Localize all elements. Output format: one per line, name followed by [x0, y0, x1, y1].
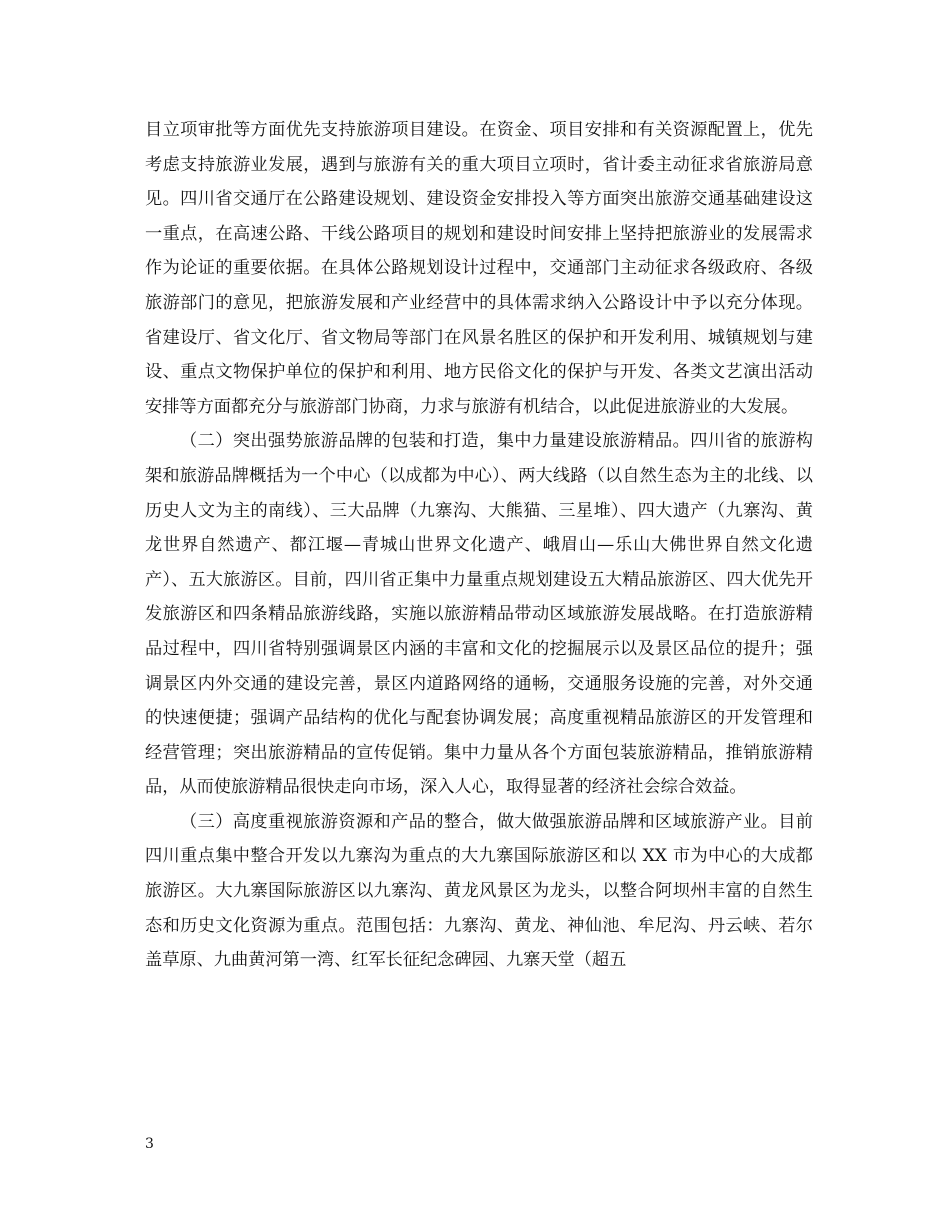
paragraph-1: 目立项审批等方面优先支持旅游项目建设。在资金、项目安排和有关资源配置上，优先考虑支持旅游业发展，遇到与旅游有关的重大项目立项时，省计委主动征求省旅游局意见。四川省交通厅在公路建设规划、建设资金安排投入等方面突出旅游交通基础建设这一重点，在高速公路、干线公路项目的规划和建设时间安排上坚持把旅游业的发展需求作为论证的重要依据。在具体公路规划设计过程中，交通部门主动征求各级政府、各级旅游部门的意见，把旅游发展和产业经营中的具体需求纳入公路设计中予以充分体现。省建设厅、省文化厅、省文物局等部门在风景名胜区的保护和开发利用、城镇规划与建设、重点文物保护单位的保护和利用、地方民俗文化的保护与开发、各类文艺演出活动安排等方面都充分与旅游部门协商，力求与旅游有机结合，以此促进旅游业的大发展。: [145, 120, 813, 417]
page-number: 3: [145, 1136, 154, 1152]
paragraph-2: （二）突出强势旅游品牌的包装和打造，集中力量建设旅游精品。四川省的旅游构架和旅游品牌概括为一个中心（以成都为中心）、两大线路（以自然生态为主的北线、以历史人文为主的南线）、三大品牌（九寨沟、大熊猫、三星堆）、四大遗产（九寨沟、黄龙世界自然遗产、都江堰—青城山世界文化遗产、峨眉山—乐山大佛世界自然文化遗产）、五大旅游区。目前，四川省正集中力量重点规划建设五大精品旅游区、四大优先开发旅游区和四条精品旅游线路，实施以旅游精品带动区域旅游发展战略。在打造旅游精品过程中，四川省特别强调景区内涵的丰富和文化的挖掘展示以及景区品位的提升；强调景区内外交通的建设完善，景区内道路网络的通畅，交通服务设施的完善，对外交通的快速便捷；强调产品结构的优化与配套协调发展；高度重视精品旅游区的开发管理和经营管理；突出旅游精品的宣传促销。集中力量从各个方面包装旅游精品，推销旅游精品，从而使旅游精品很快走向市场，深入人心，取得显著的经济社会综合效益。: [145, 431, 813, 798]
paragraph-3: （三）高度重视旅游资源和产品的整合，做大做强旅游品牌和区域旅游产业。目前四川重点集中整合开发以九寨沟为重点的大九寨国际旅游区和以 XX 市为中心的大成都旅游区。大九寨国际旅游区以九寨沟、黄龙风景区为龙头，以整合阿坝州丰富的自然生态和历史文化资源为重点。范围包括：九寨沟、黄龙、神仙池、牟尼沟、丹云峡、若尔盖草原、九曲黄河第一湾、红军长征纪念碑园、九寨天堂（超五: [145, 811, 813, 971]
document-body: [145, 113, 813, 978]
